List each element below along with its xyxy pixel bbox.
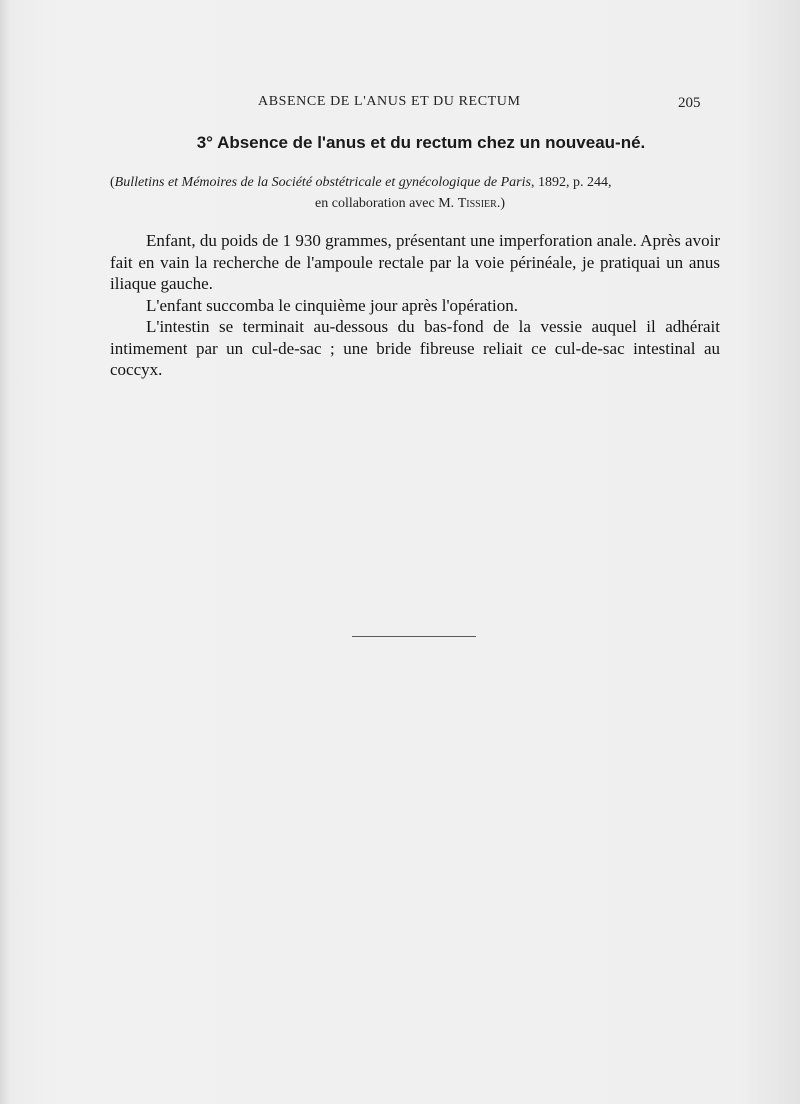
- citation-close: .): [496, 196, 505, 211]
- running-head: ABSENCE DE L'ANUS ET DU RECTUM: [258, 94, 521, 109]
- show-through-texture: [120, 395, 740, 441]
- section-divider: [352, 636, 476, 637]
- section-title: 3° Absence de l'anus et du rectum chez un nouveau-né.: [196, 133, 646, 152]
- page-number: 205: [678, 95, 701, 111]
- body-text: [110, 230, 720, 381]
- citation-collab-text: en collaboration avec M.: [315, 196, 458, 211]
- citation-line-1: (Bulletins et Mémoires de la Société obstétricale et gynécologique de Paris, 1892, p. 244,: [110, 175, 612, 190]
- paragraph-1: Enfant, du poids de 1 930 grammes, présentant une imperforation anale. Après avoir fait en vain la recherche de l'ampoule rectale par la voie périnéale, je pratiquai un anus iliaque gauche.: [110, 231, 720, 293]
- citation: [110, 172, 710, 214]
- paragraph-3: L'intestin se terminait au-dessous du bas-fond de la vessie auquel il adhérait intimement par un cul-de-sac ; une bride fibreuse reliait ce cul-de-sac intestinal au coccyx.: [110, 317, 720, 379]
- paragraph-2: L'enfant succomba le cinquième jour après l'opération.: [146, 295, 518, 315]
- citation-author: Tissier: [457, 196, 497, 211]
- citation-line-2: [110, 193, 710, 214]
